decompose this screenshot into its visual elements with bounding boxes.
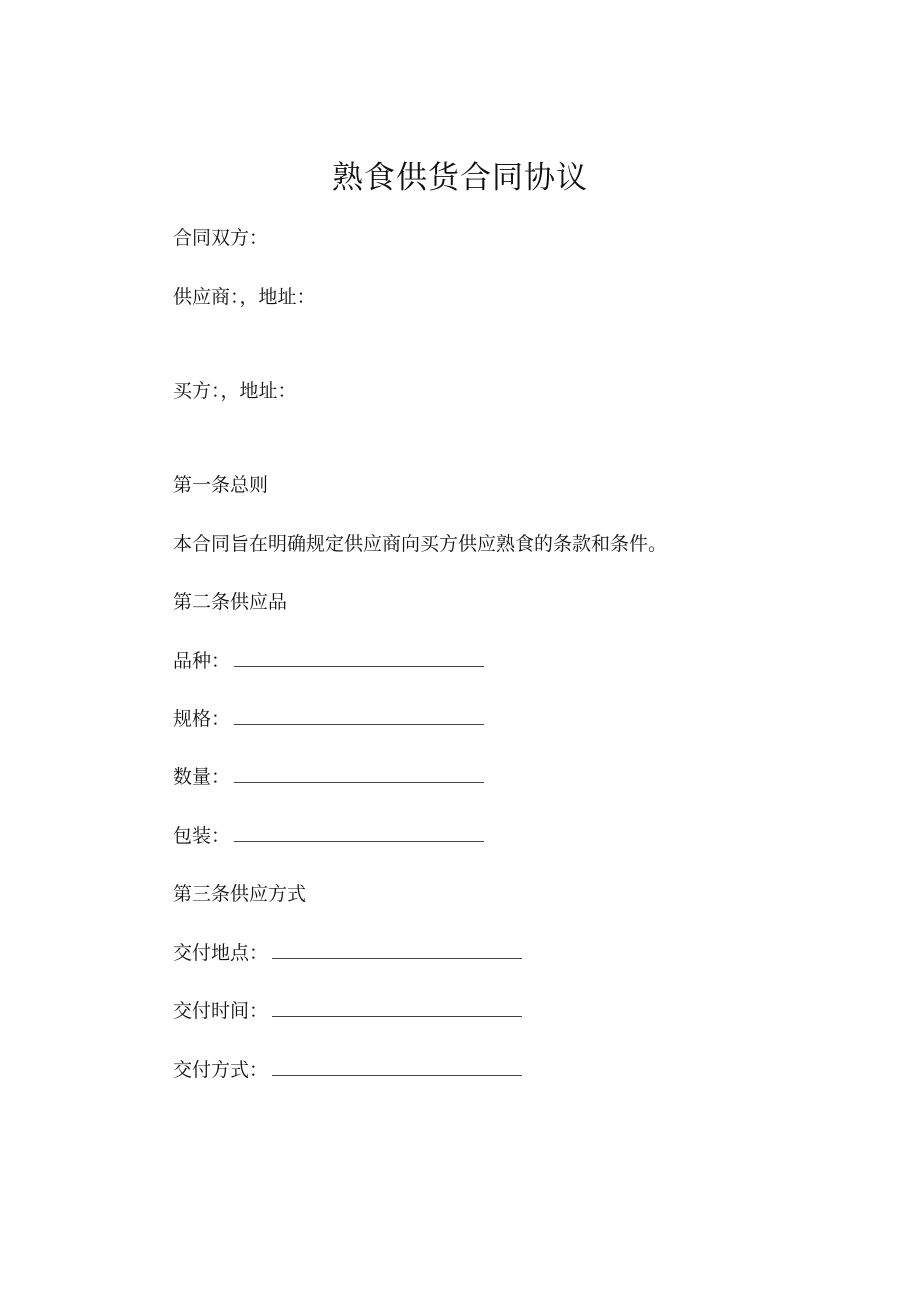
time-blank: [272, 1000, 522, 1017]
location-blank: [272, 942, 522, 959]
variety-label: 品种：: [173, 650, 231, 672]
article2-heading: 第二条供应品: [173, 591, 288, 613]
method-label: 交付方式：: [173, 1059, 269, 1081]
spec-blank: [234, 708, 484, 725]
supplier-line: 供应商：，地址：: [173, 286, 316, 308]
packaging-blank: [234, 825, 484, 842]
spec-label: 规格：: [173, 708, 231, 730]
quantity-blank: [234, 766, 484, 783]
time-field: [173, 999, 522, 1023]
method-field: [173, 1058, 522, 1082]
packaging-field: [173, 824, 484, 848]
location-label: 交付地点：: [173, 942, 269, 964]
article1-heading: 第一条总则: [173, 474, 269, 496]
buyer-line: 买方：，地址：: [173, 380, 297, 402]
time-label: 交付时间：: [173, 1000, 269, 1022]
parties-heading: 合同双方：: [173, 227, 269, 249]
method-blank: [272, 1059, 522, 1076]
variety-field: [173, 649, 484, 673]
packaging-label: 包装：: [173, 825, 231, 847]
document-title: 熟食供货合同协议: [332, 160, 588, 196]
article3-heading: 第三条供应方式: [173, 883, 307, 905]
quantity-field: [173, 765, 484, 789]
location-field: [173, 941, 522, 965]
quantity-label: 数量：: [173, 766, 231, 788]
spec-field: [173, 707, 484, 731]
variety-blank: [234, 650, 484, 667]
article1-body: 本合同旨在明确规定供应商向买方供应熟食的条款和条件。: [173, 533, 668, 555]
